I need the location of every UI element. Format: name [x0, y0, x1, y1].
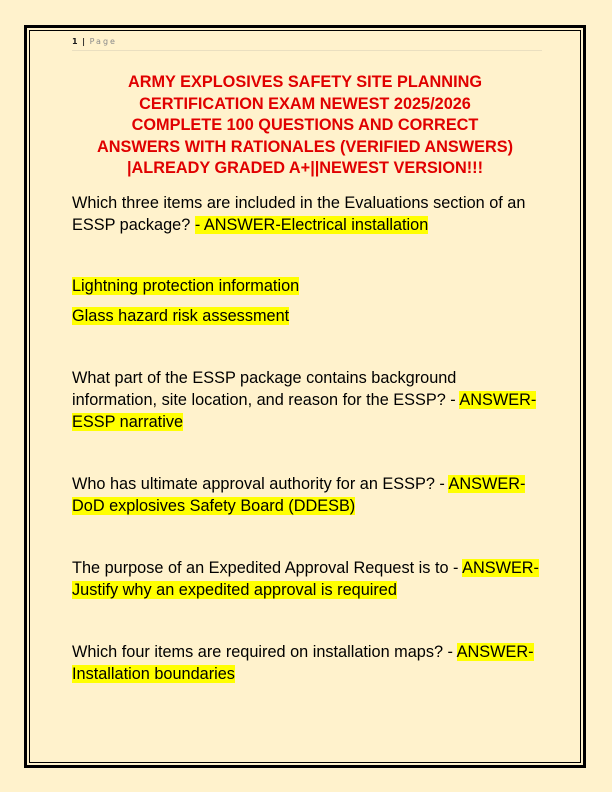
qa-item: [72, 641, 542, 685]
qa-item: [72, 557, 542, 601]
page-separator: |: [82, 37, 86, 46]
question-text: The purpose of an Expedited Approval Request is to -: [72, 559, 463, 577]
question-text: Which three items are included in the Evaluations section of an ESSP package?: [72, 194, 526, 234]
qa-item: [72, 192, 542, 236]
qa-content: [72, 192, 542, 685]
answer-text: ANSWER-Justify why an expedited approval is required: [72, 559, 539, 599]
title-line: |ALREADY GRADED A+||NEWEST VERSION!!!: [126, 159, 484, 178]
page-number: 1: [72, 37, 78, 46]
question-text: What part of the ESSP package contains background information, site location, and reason for the ESSP? -: [72, 369, 460, 409]
answer-text: ANSWER-DoD explosives Safety Board (DDESB): [72, 475, 526, 515]
title-line: COMPLETE 100 QUESTIONS AND CORRECT: [131, 116, 479, 135]
title-line: CERTIFICATION EXAM NEWEST 2025/2026: [139, 94, 471, 113]
answer-text: ANSWER-Installation boundaries: [72, 643, 534, 683]
answer-text: Glass hazard risk assessment: [72, 307, 290, 325]
answer-text: - ANSWER-Electrical installation: [194, 216, 429, 234]
title-line: ANSWERS WITH RATIONALES (VERIFIED ANSWERS): [96, 137, 514, 156]
question-text: Which four items are required on installation maps? -: [72, 643, 457, 661]
answer-text: Lightning protection information: [72, 277, 300, 295]
page-label: Page: [89, 37, 117, 46]
answer-text: ANSWER-ESSP narrative: [72, 391, 537, 431]
page-header: [72, 36, 542, 51]
document-title: [60, 72, 550, 180]
qa-item: [72, 367, 542, 433]
title-line: ARMY EXPLOSIVES SAFETY SITE PLANNING: [127, 73, 483, 91]
question-text: Who has ultimate approval authority for an ESSP? -: [72, 475, 449, 493]
qa-item: [72, 473, 542, 517]
